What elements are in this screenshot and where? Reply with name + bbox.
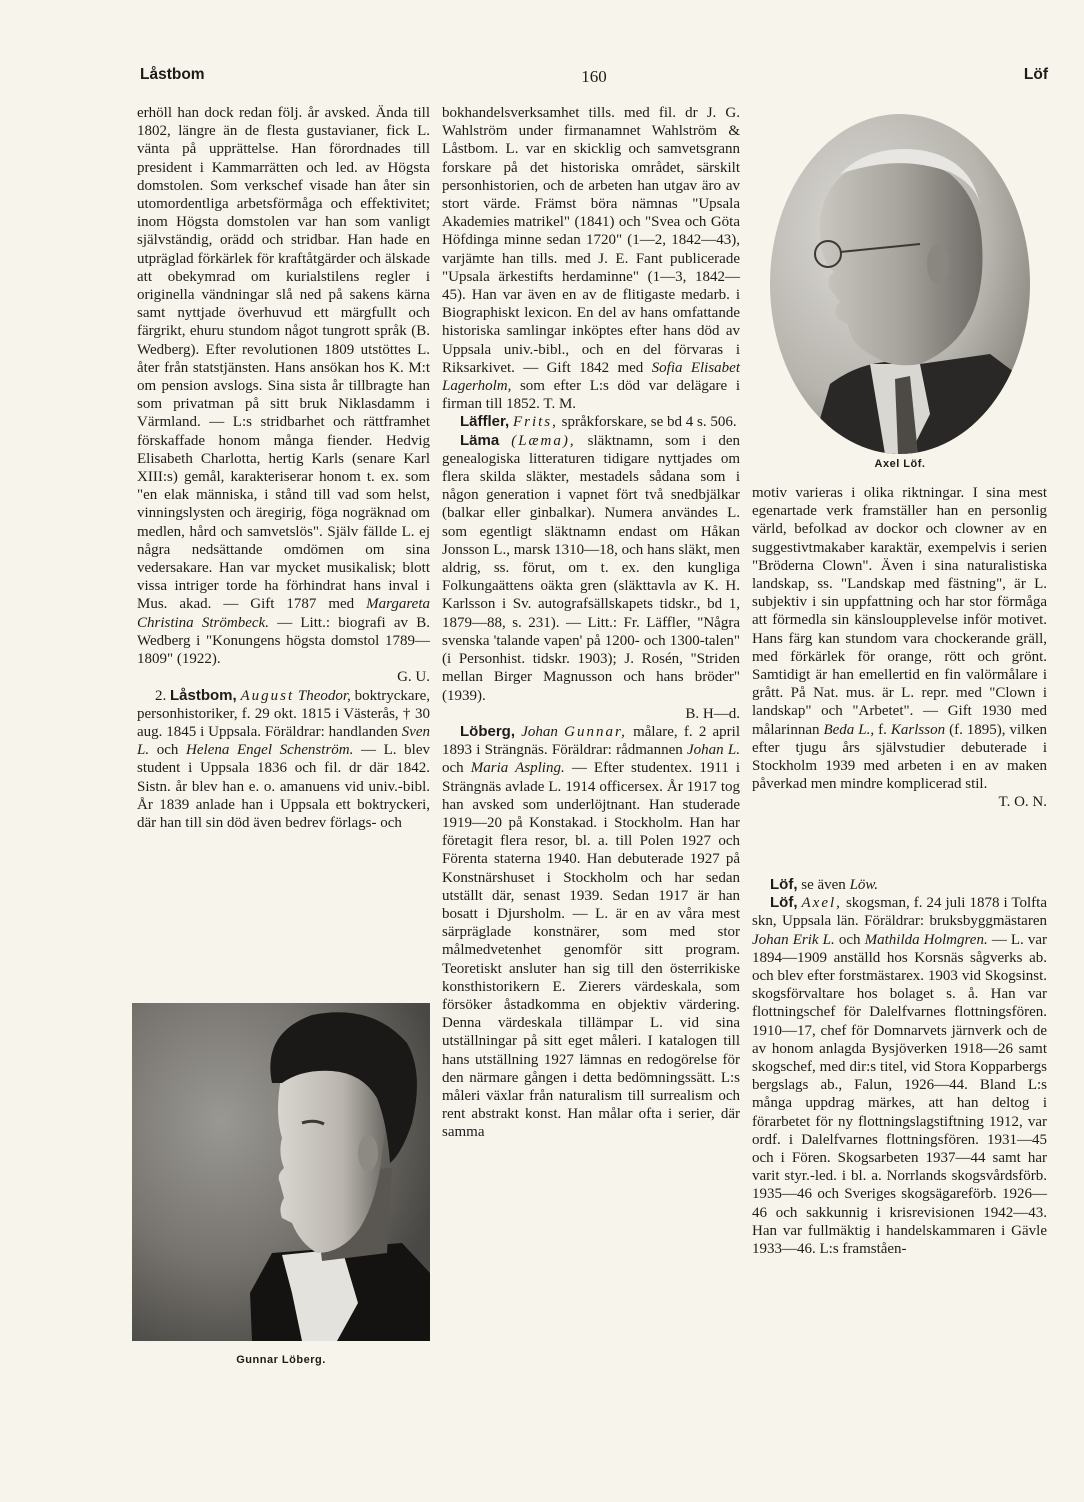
spouse-name: Beda L., xyxy=(823,721,875,738)
text: — L. var 1894—1909 anställd hos Korsnäs sågverks ab. och blev efter forstmästarex. 1903 vid Skogsinst. skogsförvaltare hos bolaget s. å. Han var flottningschef för Dalelfvarnes flottningsfören. 1910—17, chef för Domnarvets järnverk och de av honom anlagda Bysjöverken 1918—26 samt skogschef, med dir:s titel, vid Stora Kopparbergs bergslags ab., Falun, 1926—44. Bland L:s många uppdrag märkes, att han deltog i förarbetet för ny flottningslagstiftning 1912, var ordf. i Dalelfvarnes flottningsfören. 1931—45 och i Fören. Skogsarbeten 1937—44 samt har varit styr.-led. i bl. a. Norrlands skogsvårdsförb. 1935—46 och Sveriges skogsägareförb. 1926—46 och sakkunnig i krisrevisionen 1942—43. Han var fullmäktig i handelskammaren i Gävle 1933—46. L:s framståen- xyxy=(752,931,1048,1258)
text: (f. 1895), vilken efter tjugu års självstudier debuterade i Stockholm 1939 med arbeten i en av maken påverkad men mindre komplicerad stil. xyxy=(752,721,1048,793)
paragraph xyxy=(137,104,430,668)
given-name: Axel, xyxy=(801,895,842,912)
entry-loberg xyxy=(442,723,740,1142)
entry-laffler xyxy=(442,413,740,431)
text: målare, f. 2 april 1893 i Strängnäs. Föräldrar: rådmannen xyxy=(442,723,741,759)
text: — Litt.: biografi av B. Wedberg i "Konungens högsta domstol 1789—1809" (1922). xyxy=(137,614,431,668)
headword: Löf, xyxy=(770,894,798,912)
given-name: Gunnar, xyxy=(564,723,627,740)
cross-reference: Löw. xyxy=(849,877,879,893)
headword: Läffler, xyxy=(460,413,510,431)
text: språkforskare, se bd 4 s. 506. xyxy=(561,414,737,431)
author-signature: T. O. N. xyxy=(998,794,1047,811)
headword: Läma xyxy=(460,431,500,449)
given-name: Johan xyxy=(521,723,558,740)
text: se även xyxy=(801,877,846,893)
given-name: Frits, xyxy=(512,414,558,431)
photo-caption-axel-lof: Axel Löf. xyxy=(874,458,926,470)
mother-name: Helena Engel Schenström. xyxy=(186,742,354,759)
text: — L. blev student i Uppsala 1836 och fil. dr där 1842. Sistn. år blev han e. o. amanuens vid univ.-bibl. År 1839 anlade han i Uppsala ett boktryckeri, där han till sin död även bedrev förlags- och xyxy=(137,742,431,831)
given-name: Theodor, xyxy=(297,687,351,704)
father-name: Sven L. xyxy=(137,723,430,759)
spouse-name: Sofia Elisabet Lagerholm, xyxy=(442,359,741,395)
headword: Löf, xyxy=(770,876,798,893)
entry-lama xyxy=(442,432,740,705)
signature-line xyxy=(137,668,430,686)
text-column-3 xyxy=(752,484,1047,812)
text: bokhandelsverksamhet tills. med fil. dr J. G. Wahlström under firmanamnet Wahlström & Låstbom. L. var en skicklig och samvetsgrann forskare på det historiska området, särskilt personhistorien, och de arbeten han utgav äro av stort värde. Främst böra nämnas "Upsala Akademies matrikel" (1841) och "Svea och Göta Höfdinga minne sedan 1720" (1—2, 1842—43), varjämte han tills. med J. E. Fant publicerade "Upsala ärkestifts herdaminne" (1—3, 1842—45). Han var även en av de flitigaste medarb. i Biographiskt lexicon. En del av hans omfattande historiska samlingar inköptes efter hans död av Uppsala univ.-bibl., och en del förvaras i Riksarkivet. — Gift 1842 med xyxy=(442,105,740,376)
text: som efter L:s död var delägare i firman till 1852. xyxy=(442,378,741,413)
entry-lof-axel xyxy=(752,894,1047,1258)
text: och xyxy=(442,760,464,777)
mother-name: Maria Aspling. xyxy=(470,760,565,777)
father-name: Johan Erik L. xyxy=(752,931,835,948)
entry-lof-cross-reference xyxy=(752,876,1047,894)
text: och xyxy=(838,931,861,948)
photo-caption-gunnar-loberg: Gunnar Löberg. xyxy=(236,1354,326,1366)
page-header xyxy=(140,66,1048,90)
running-head-left: Låstbom xyxy=(140,66,205,83)
text: — Efter studentex. 1911 i Strängnäs avlade L. 1914 officersex. År 1917 tog han avsked som underlöjtnant. Han studerade 1919—20 på Konstakad. i Stockholm. Han har företagit flera resor, bl. a. till Polen 1927 och Förenta staterna 1940. Han debuterade 1927 på Konstnärshuset i Stockholm och har sedan utställt där, senast 1939. Sedan 1917 är han bosatt i Djursholm. — L. är en av våra mest särpräglade konstnärer, som med stor målmedvetenhet genomför sitt program. Teoretiskt ansluter han sig till den österrikiske konsthistorikern E. Zierers värdeskala, som försöker åstadkomma en objektiv värdering. Denna värdeskala tillämpar L. vid sina utställningar på sitt eget måleri. I katalogen till hans utställning 1927 lämnas en redogörelse för den närmare gången i detta bedömningssätt. L:s måleri växlar från naturalism till surrealism och rent abstrakt konst. Han målar ofta i serier, där samma xyxy=(442,760,741,1141)
author-signature: T. M. xyxy=(543,396,577,413)
name-variant: (Læma), xyxy=(511,432,576,449)
spouse-maiden-name: Karlsson xyxy=(890,721,946,738)
author-signature: G. U. xyxy=(397,669,430,686)
page-number: 160 xyxy=(581,67,607,86)
entry-lastbom-august xyxy=(137,687,430,833)
author-signature: B. H—d. xyxy=(685,705,740,722)
signature-line xyxy=(752,793,1047,811)
headword: Låstbom, xyxy=(170,686,237,704)
headword: Löberg, xyxy=(460,722,515,740)
text-column-1 xyxy=(137,104,430,832)
spouse-name: Margareta Christina Strömbeck. xyxy=(137,596,430,631)
running-head-right: Löf xyxy=(1023,66,1048,83)
text: erhöll han dock redan följ. år avsked. Ända till 1802, längre än de flesta gustavianer, fick L. vänta på upprättelse. Han förordnades till president i Kammarrätten och led. av Högsta domstolen. Som verkschef visade han åter sin utomordentliga arbetsförmåga och effektivitet; inom Högsta domstolen var han som vanligt självständig, orädd och stridbar. Han hade en utpräglad förkärlek för kraftåtgärder och älskade att obekymrad om kurialstilens regler i originella vändningar slå ned på sakens kärna samt nyttjade överhuvud ett märgfullt och färgrikt, ehuru stundom något tungrott språk (B. Wedberg). Efter revolutionen 1809 utstöttes L. åter från statstjänsten. Hans ansökan hos K. M:t om pension avslogs. Sina sista år tillbragte han som privatman på sitt bruk Niklasdamm i Värmland. — L:s stridbarhet och rättframhet förskaffade honom många fiender. Hedvig Elisabeth Charlotta, hertig Karls (senare Karl XIII:s) gemål, karakteriserar honom t. ex. som "en elak människa, i stånd till vad som helst, vinningslysten och äregirig, föga nogräknad om medlen, hård och samvetslös". Själv fällde L. ej några nedsättande omdömen om sina vedersakare. Han var mycket musikalisk; blott vissa intriger torde ha förhindrat hans inval i Mus. akad. — Gift 1787 med xyxy=(137,105,430,613)
text: f. xyxy=(878,721,887,738)
text-column-4 xyxy=(752,876,1047,1258)
text-column-2 xyxy=(442,104,740,1142)
text: motiv varieras i olika riktningar. I sina mest egenartade verk framställer han en personlig värld, befolkad av dockor och clowner av en suggestivtmakaber karaktär, exempelvis i serien "Bröderna Clown". Även i sina naturalistiska landskap, ss. "Landskap med fästning", är L. subjektiv i sin uppfattning och har stor förmåga att förmedla sin känsloupplevelse inför motivet. Hans färg kan stundom vara chockerande gräll, med förkärlek för orange, rött och grönt. Samtidigt är han emellertid en fin valörmålare i grått. På Nat. mus. är L. repr. med "Clown i landskap" och "Arbetet". — Gift 1930 med målarinnan xyxy=(752,485,1047,738)
father-name: Johan L. xyxy=(687,742,741,759)
text: släktnamn, som i den genealogiska litteraturen tidigare nyttjades om flera skilda släkter, mestadels sådana som i någon generation i vapnet fört två snedbjälkar (balkar eller ginbalkar). Numera användes L. som egentligt släktnamn endast om Håkan Jonsson L., marsk 1310—18, och hans släkt, men aldrig, ss. förut, om t. ex. den kungliga Folkungaättens oäkta gren (släkttavla av K. H. Karlsson i Sv. autografsällskapets tidskr., bd 1, 1879—88, s. 231). — Litt.: Fr. Läffler, "Några svenska 'talande vapen' på 1200- och 1300-talen" (i Personhist. tidskr. 1903); J. Rosén, "Striden mellan Birger Magnusson och hans bröder" (1939). xyxy=(442,432,740,704)
portrait-photo-axel-lof xyxy=(770,114,1030,454)
signature-line xyxy=(442,705,740,723)
text: och xyxy=(156,742,179,759)
mother-name: Mathilda Holmgren. xyxy=(864,931,988,948)
text: skogsman, f. 24 juli 1878 i Tolfta skn, Uppsala län. Föräldrar: bruksbyggmästaren xyxy=(752,895,1048,930)
paragraph xyxy=(442,104,740,413)
paragraph xyxy=(752,484,1047,793)
portrait-photo-gunnar-loberg xyxy=(132,1003,430,1341)
entry-number: 2. xyxy=(155,687,167,704)
text: boktryckare, personhistoriker, f. 29 okt. 1815 i Västerås, † 30 aug. 1845 i Uppsala. Föräldrar: handlanden xyxy=(137,687,430,740)
given-name: August xyxy=(240,687,295,704)
